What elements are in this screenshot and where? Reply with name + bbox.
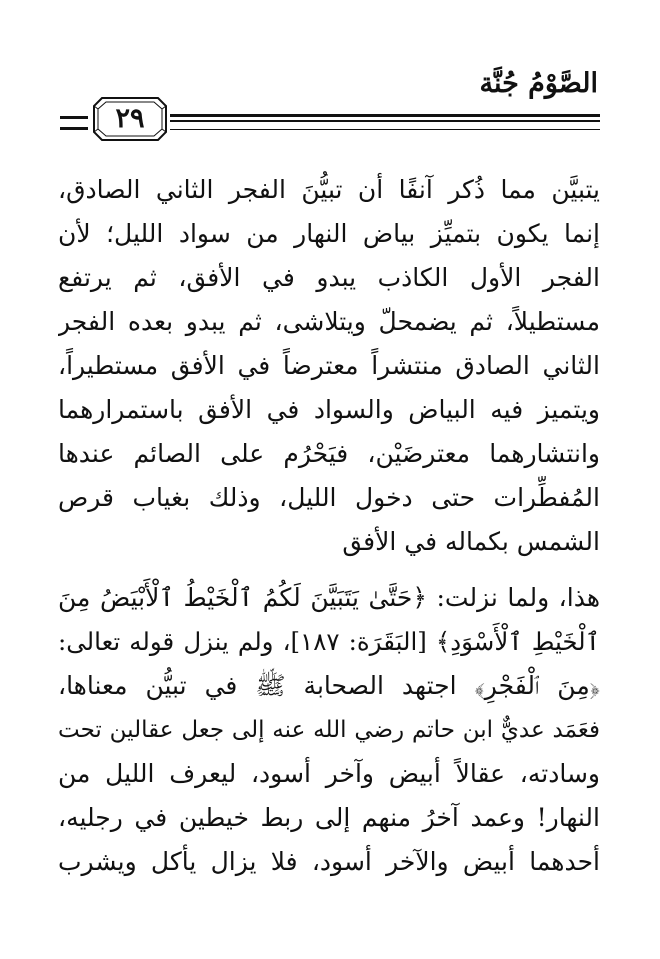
- text-line: وانتشارهما معترضَيْن، فيَحْرُم على الصائم عندها: [58, 439, 600, 468]
- header-rule-right: [170, 114, 600, 130]
- text-line-quran: ٱلْخَيْطِ ٱلْأَسْوَدِ﴾ [البَقَرَة: ١٨٧]، ولم ينزل قوله تعالى:: [58, 627, 600, 656]
- body-text: [58, 168, 600, 884]
- text-line: ويتميز فيه البياض والسواد في الأفق باستمرارهما: [58, 395, 600, 424]
- text-line: المُفطِّرات حتى دخول الليل، وذلك بغياب قرص: [58, 483, 600, 512]
- text-line: النهار! وعمد آخرُ منهم إلى ربط خيطين في رجليه،: [58, 803, 600, 832]
- text-line: الشمس بكماله في الأفق: [342, 527, 600, 556]
- header-rule-left: [60, 116, 88, 130]
- text-line: الفجر الأول الكاذب يبدو في الأفق، ثم يرتفع: [58, 263, 600, 292]
- text-line-quran: ﴿مِنَ ٱلْفَجْرِ﴾ اجتهد الصحابة ﷺ في تبيُّن معناها،: [58, 671, 600, 700]
- page-number-frame: [92, 96, 168, 142]
- text-line: يتبيَّن مما ذُكر آنفًا أن تبيُّنَ الفجر الثاني الصادق،: [58, 175, 600, 204]
- text-line: فعَمَد عديٌّ ابن حاتم رضي الله عنه إلى جعل عقالين تحت: [58, 717, 600, 743]
- text-line: إنما يكون بتميِّز بياض النهار من سواد الليل؛ لأن: [58, 219, 600, 248]
- running-title: الصَّوْمُ جُنَّة: [479, 68, 598, 99]
- text-line: أحدهما أبيض والآخر أسود، فلا يزال يأكل ويشرب: [58, 847, 600, 876]
- page-number: ٢٩: [115, 103, 145, 134]
- paragraph-gap: [58, 564, 600, 576]
- text-line: الثاني الصادق منتشراً معترضاً في الأفق مستطيراً،: [58, 351, 600, 380]
- text-line: وسادته، عقالاً أبيض وآخر أسود، ليعرف الليل من: [58, 759, 600, 788]
- text-line-quran: هذا، ولما نزلت: ﴿حَتَّىٰ يَتَبَيَّنَ لَكُمُ ٱلْخَيْطُ ٱلْأَبْيَضُ مِنَ: [58, 583, 600, 612]
- text-line: مستطيلاً، ثم يضمحلّ ويتلاشى، ثم يبدو بعده الفجر: [58, 307, 600, 336]
